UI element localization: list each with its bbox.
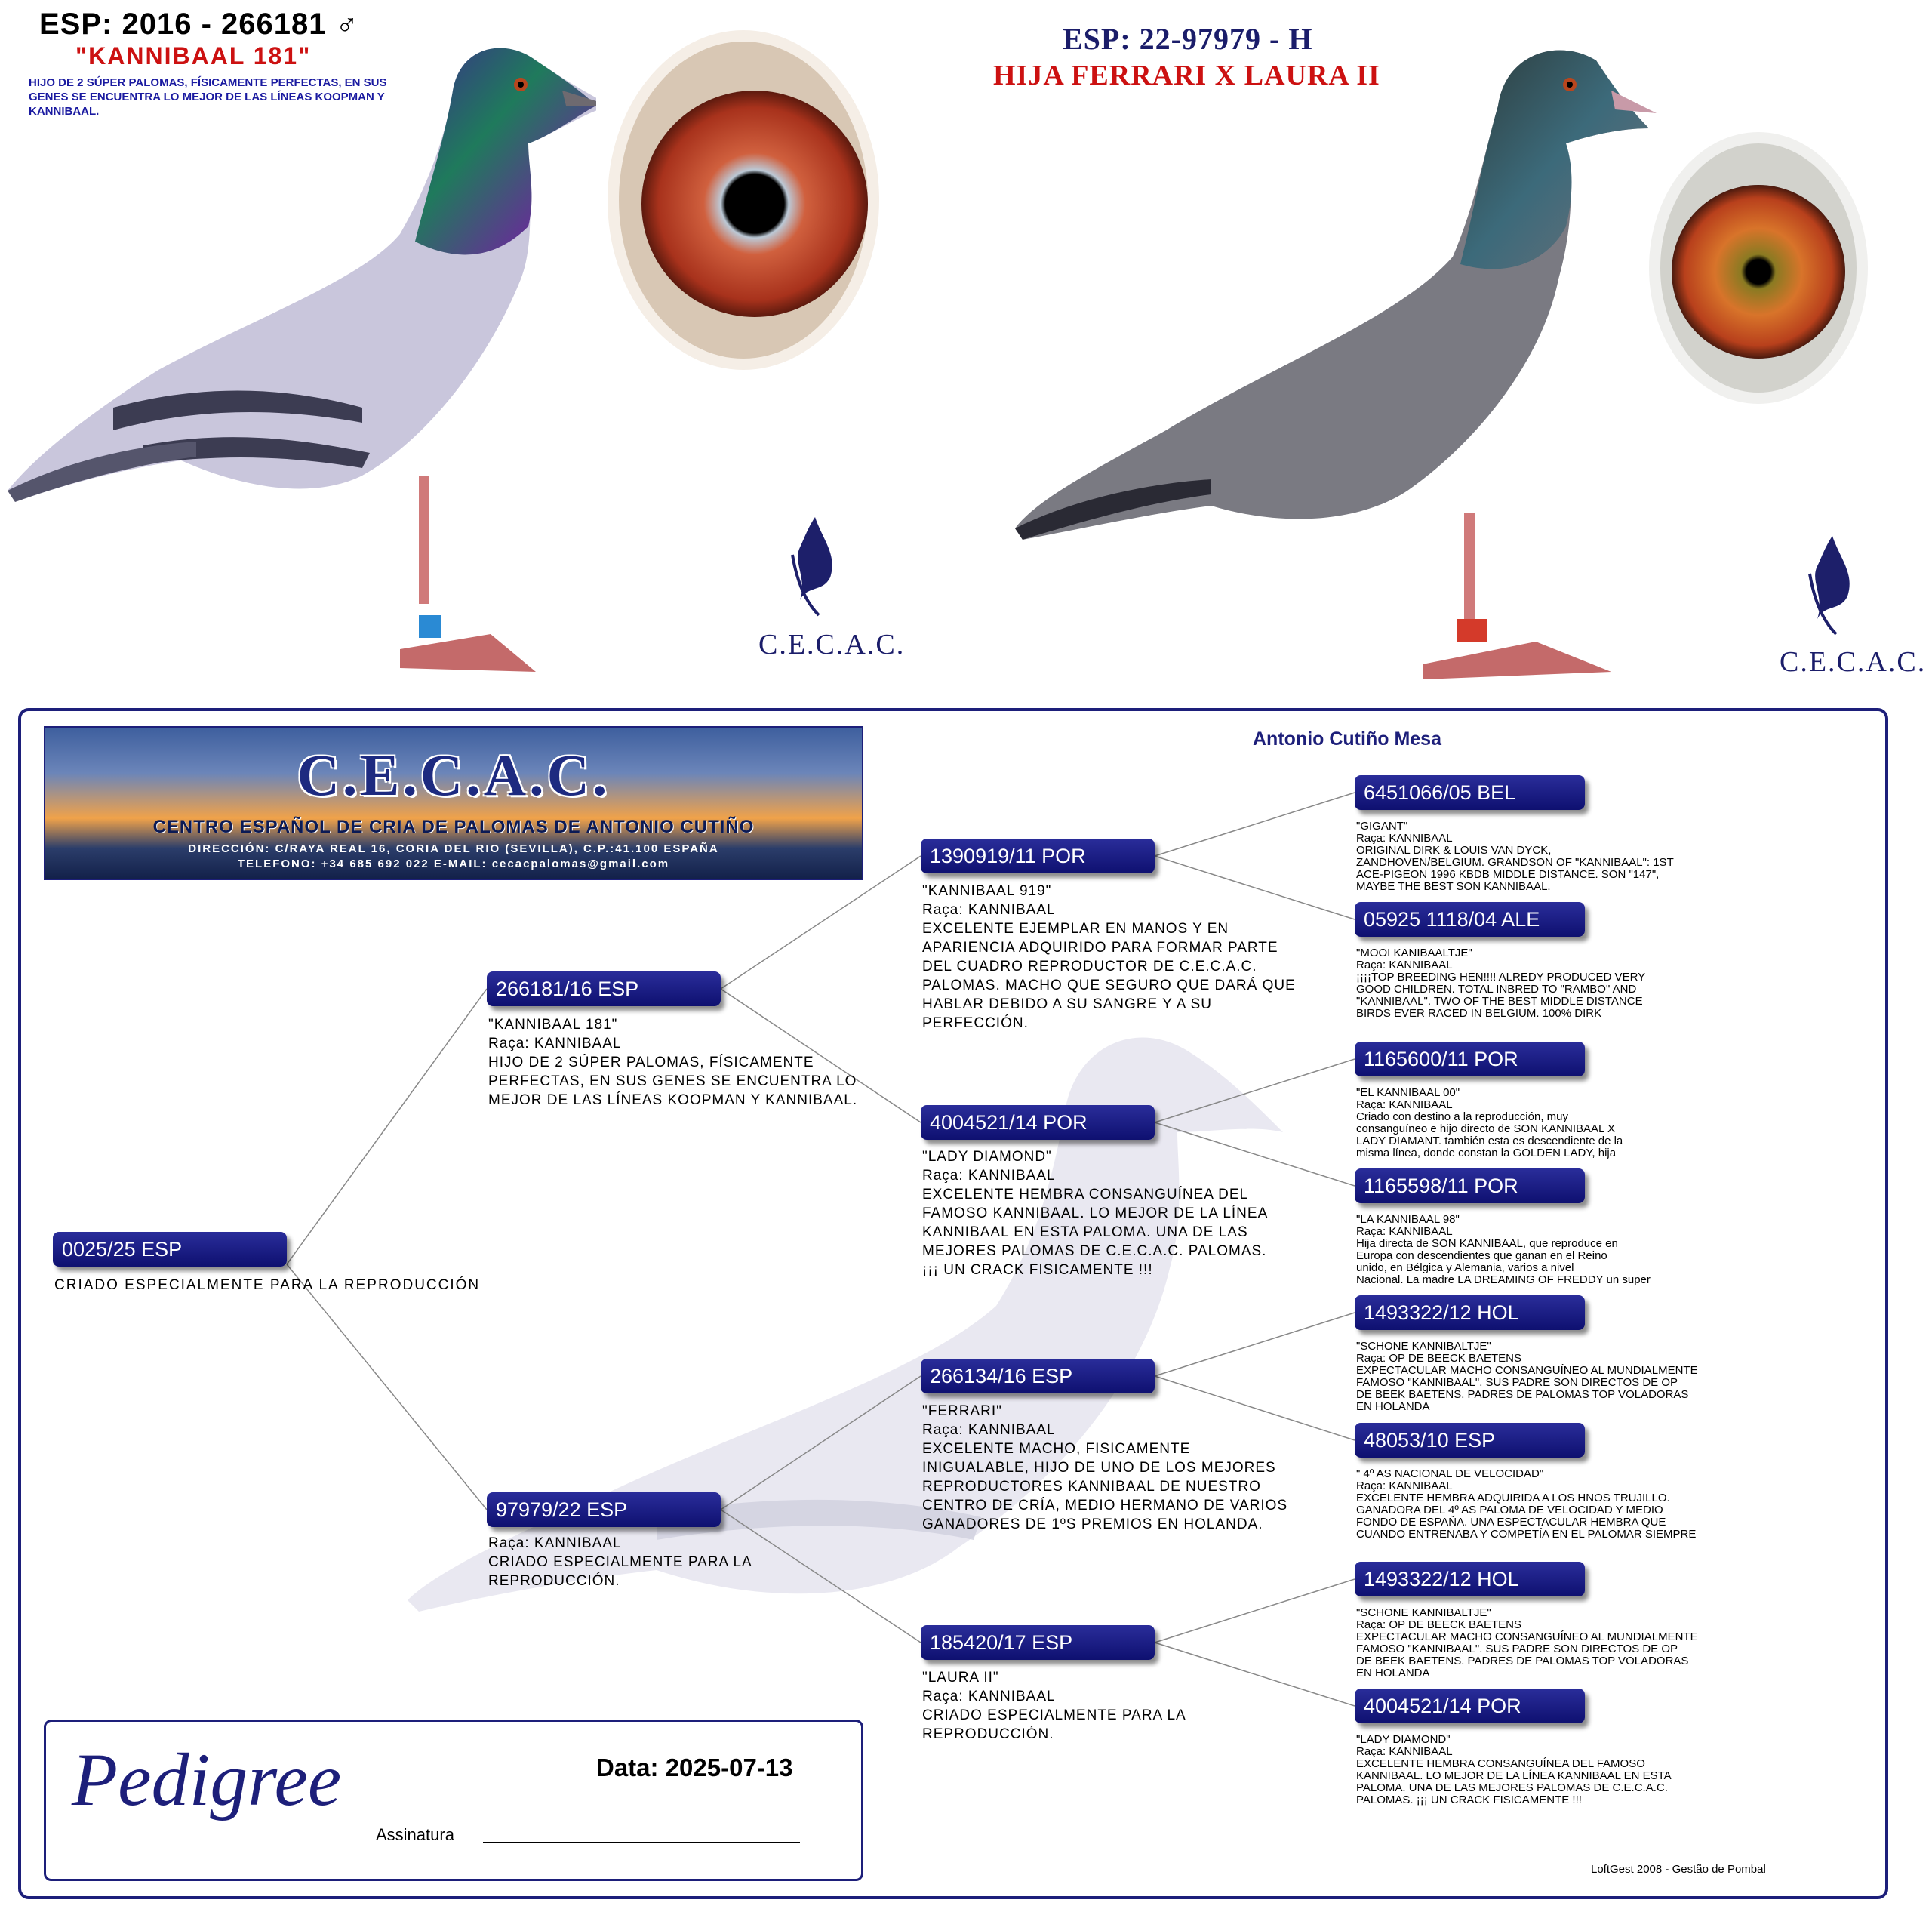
great-grandparent-4-notes: "LA KANNIBAAL 98" Raça: KANNIBAAL Hija directa de SON KANNIBAAL, que reproduce en Europa con descendientes que ganan en el Reino unido, en Bélgica y Alemania, varios a nivel Nacional. La madre LA DREAMING OF FREDDY un super (1356, 1213, 1651, 1286)
great-grandparent-6-ring-box[interactable]: 48053/10 ESP (1355, 1423, 1585, 1458)
owner-name: Antonio Cutiño Mesa (1253, 728, 1441, 750)
grandparent-3-notes: "FERRARI" Raça: KANNIBAAL EXCELENTE MACHO, FISICAMENTE INIGUALABLE, HIJO DE UNO DE LOS MEJORES REPRODUCTORES KANNIBAAL DE NUESTRO CENTRO DE CRÍA, MEDIO HERMANO DE VARIOS GANADORES DE 1ºS PREMIOS EN HOLANDA. (922, 1403, 1288, 1532)
banner-address: DIRECCIÓN: C/RAYA REAL 16, CORIA DEL RIO (SEVILLA), C.P.:41.100 ESPAÑA (188, 842, 719, 855)
great-grandparent-6-notes: " 4º AS NACIONAL DE VELOCIDAD" Raça: KANNIBAAL EXCELENTE HEMBRA ADQUIRIDA A LOS HNOS TRUJILLO. GANADORA DEL 4º AS PALOMA DE VELOCIDAD Y MEDIO FONDO DE ESPAÑA. UNA ESPECTACULAR HEMBRA QUE CUANDO ENTRENABA Y COMPETÍA EN EL PALOMAR SIEMPRE (1356, 1467, 1697, 1541)
grandparent-4-notes: "LAURA II" Raça: KANNIBAAL CRIADO ESPECIALMENTE PARA LA REPRODUCCIÓN. (922, 1670, 1186, 1742)
left-pigeon-name: "KANNIBAAL 181" (75, 42, 312, 69)
great-grandparent-7-ring-box[interactable]: 1493322/12 HOL (1355, 1562, 1585, 1596)
left-cecac-logo-text: C.E.C.A.C. (758, 629, 906, 660)
left-pigeon-ring: ESP: 2016 - 266181 ♂ (39, 8, 359, 41)
right-pigeon-name: HIJA FERRARI X LAURA II (993, 60, 1380, 91)
grandparent-2-ring-box[interactable]: 4004521/14 POR (921, 1105, 1155, 1140)
right-cecac-logo-text: C.E.C.A.C. (1780, 646, 1927, 678)
right-pigeon-ring: ESP: 22-97979 - H (1063, 22, 1313, 56)
software-credit: LoftGest 2008 - Gestão de Pombal (1591, 1863, 1766, 1876)
left-pigeon-description: HIJO DE 2 SÚPER PALOMAS, FÍSICAMENTE PERFECTAS, EN SUS GENES SE ENCUENTRA LO MEJOR DE LAS LÍNEAS KOOPMAN Y KANNIBAAL. (29, 76, 387, 118)
grandparent-1-ring-box[interactable]: 1390919/11 POR (921, 839, 1155, 873)
signature-label: Assinatura (376, 1825, 454, 1844)
subject-notes: CRIADO ESPECIALMENTE PARA LA REPRODUCCIÓN (54, 1277, 481, 1293)
great-grandparent-4-ring-box[interactable]: 1165598/11 POR (1355, 1168, 1585, 1203)
great-grandparent-1-notes: "GIGANT" Raça: KANNIBAAL ORIGINAL DIRK & LOUIS VAN DYCK, ZANDHOVEN/BELGIUM. GRANDSON OF "KANNIBAAL": 1ST ACE-PIGEON 1996 KBDB MIDDLE DISTANCE. SON "147", MAYBE THE BEST SON KANNIBAAL. (1356, 820, 1674, 893)
pedigree-label: Pedigree (72, 1738, 342, 1821)
great-grandparent-1-ring-box[interactable]: 6451066/05 BEL (1355, 775, 1585, 810)
great-grandparent-8-ring-box[interactable]: 4004521/14 POR (1355, 1689, 1585, 1723)
pedigree-date: Data: 2025-07-13 (596, 1753, 793, 1781)
grandparent-4-ring-box[interactable]: 185420/17 ESP (921, 1625, 1155, 1660)
great-grandparent-7-notes: "SCHONE KANNIBALTJE" Raça: OP DE BEECK BAETENS EXPECTACULAR MACHO CONSANGUÍNEO AL MUNDIALMENTE FAMOSO "KANNIBAAL". SUS PADRE SON DIRECTOS DE OP DE BEEK BAETENS. PADRES DE PALOMAS TOP VOLADORAS EN HOLANDA (1356, 1606, 1698, 1680)
sire-ring-box[interactable]: 266181/16 ESP (487, 971, 721, 1006)
dam-ring-box[interactable]: 97979/22 ESP (487, 1492, 721, 1527)
banner-contact: TELEFONO: +34 685 692 022 E-MAIL: cecacpalomas@gmail.com (237, 857, 670, 870)
banner-title: C.E.C.A.C. (297, 742, 611, 808)
great-grandparent-2-ring-box[interactable]: 05925 1118/04 ALE (1355, 902, 1585, 937)
signature-line[interactable] (483, 1842, 800, 1843)
subject-ring-box[interactable]: 0025/25 ESP (53, 1232, 287, 1267)
dam-notes: Raça: KANNIBAAL CRIADO ESPECIALMENTE PARA LA REPRODUCCIÓN. (488, 1535, 752, 1589)
sire-notes: "KANNIBAAL 181" Raça: KANNIBAAL HIJO DE 2 SÚPER PALOMAS, FÍSICAMENTE PERFECTAS, EN SUS GENES SE ENCUENTRA LO MEJOR DE LAS LÍNEAS KOOPMAN Y KANNIBAAL. (488, 1017, 858, 1108)
grandparent-1-notes: "KANNIBAAL 919" Raça: KANNIBAAL EXCELENTE EJEMPLAR EN MANOS Y EN APARIENCIA ADQUIRIDO PARA FORMAR PARTE DEL CUADRO REPRODUCTOR DE C.E.C.A.C. PALOMAS. MACHO QUE SEGURO QUE DARÁ QUE HABLAR DEBIDO A SU SANGRE Y A SU PERFECCIÓN. (922, 883, 1296, 1031)
great-grandparent-3-ring-box[interactable]: 1165600/11 POR (1355, 1042, 1585, 1076)
great-grandparent-5-ring-box[interactable]: 1493322/12 HOL (1355, 1295, 1585, 1330)
grandparent-3-ring-box[interactable]: 266134/16 ESP (921, 1359, 1155, 1393)
great-grandparent-5-notes: "SCHONE KANNIBALTJE" Raça: OP DE BEECK BAETENS EXPECTACULAR MACHO CONSANGUÍNEO AL MUNDIALMENTE FAMOSO "KANNIBAAL". SUS PADRE SON DIRECTOS DE OP DE BEEK BAETENS. PADRES DE PALOMAS TOP VOLADORAS EN HOLANDA (1356, 1340, 1698, 1413)
great-grandparent-2-notes: "MOOI KANIBAALTJE" Raça: KANNIBAAL ¡¡¡¡TOP BREEDING HEN!!!! ALREDY PRODUCED VERY GOOD CHILDREN. TOTAL INBRED TO "RAMBO" AND "KANNIBAAL". TWO OF THE BEST MIDDLE DISTANCE BIRDS EVER RACED IN BELGIUM. 100% DIRK (1356, 947, 1646, 1020)
banner-subtitle: CENTRO ESPAÑOL DE CRIA DE PALOMAS DE ANTONIO CUTIÑO (152, 817, 755, 837)
great-grandparent-3-notes: "EL KANNIBAAL 00" Raça: KANNIBAAL Criado con destino a la reproducción, muy consanguíneo e hijo directo de SON KANNIBAAL X LADY DIAMANT. también esta es descendiente de la misma línea, donde constan la GOLDEN LADY, hija (1356, 1086, 1623, 1159)
grandparent-2-notes: "LADY DIAMOND" Raça: KANNIBAAL EXCELENTE HEMBRA CONSANGUÍNEA DEL FAMOSO KANNIBAAL. LO MEJOR DE LA LÍNEA KANNIBAAL EN ESTA PALOMA. UNA DE LAS MEJORES PALOMAS DE C.E.C.A.C. PALOMAS. ¡¡¡ UN CRACK FISICAMENTE !!! (922, 1149, 1269, 1278)
great-grandparent-8-notes: "LADY DIAMOND" Raça: KANNIBAAL EXCELENTE HEMBRA CONSANGUÍNEA DEL FAMOSO KANNIBAAL. LO MEJOR DE LA LÍNEA KANNIBAAL EN ESTA PALOMA. UNA DE LAS MEJORES PALOMAS DE C.E.C.A.C. PALOMAS. ¡¡¡ UN CRACK FISICAMENTE !!! (1356, 1733, 1672, 1806)
